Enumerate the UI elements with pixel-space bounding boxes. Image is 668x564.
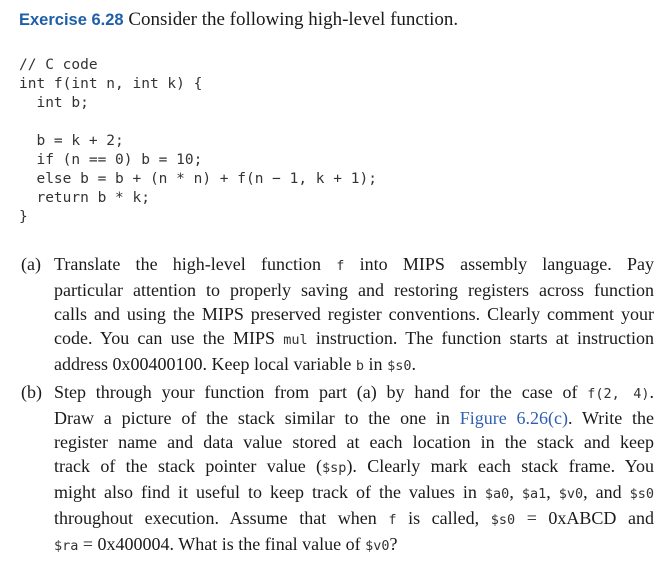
part-a-line: Translate the high-level function f into MIPS assembly language. Pay — [54, 254, 654, 274]
part-b-line: might also find it useful to keep track of the values in $a0, $a1, $v0, and $s0 — [54, 482, 655, 502]
part-a-line: code. You can use the MIPS mul instruction. The function starts at instruction — [54, 328, 654, 348]
part-a-text — [54, 252, 654, 378]
exercise-heading — [19, 8, 458, 32]
part-a-line: calls and using the MIPS preserved register conventions. Clearly comment your — [54, 304, 654, 324]
code-line: int f(int n, int k) { — [19, 76, 203, 92]
code-line — [19, 113, 377, 132]
part-b-line: Step through your function from part (a) by hand for the case of f(2, 4). — [54, 382, 654, 402]
code-line: return b * k; — [19, 190, 150, 206]
c-code-listing — [19, 56, 377, 227]
part-b-line: throughout execution. Assume that when f is called, $s0 = 0xABCD and — [54, 508, 654, 528]
part-a-label: (a) — [21, 254, 41, 274]
part-b-line: register name and data value stored at each location in the stack and keep — [54, 432, 654, 452]
part-a-line: address 0x00400100. Keep local variable b in $s0. — [54, 354, 416, 374]
code-line: else b = b + (n * n) + f(n − 1, k + 1); — [19, 171, 377, 187]
exercise-number: Exercise 6.28 — [19, 11, 124, 29]
part-b-text — [54, 380, 654, 558]
code-line: // C code — [19, 57, 98, 73]
code-line: int b; — [19, 95, 89, 111]
part-b-line: track of the stack pointer value ($sp). Clearly mark each stack frame. You — [54, 456, 654, 476]
part-b-line: $ra = 0x400004. What is the final value of $v0? — [54, 534, 398, 554]
code-line: } — [19, 209, 28, 225]
part-b-line: Draw a picture of the stack similar to the one in Figure 6.26(c). Write the — [54, 408, 655, 428]
code-line: b = k + 2; — [19, 133, 124, 149]
part-b-label: (b) — [21, 382, 42, 402]
exercise-intro: Consider the following high-level function. — [128, 9, 459, 30]
part-a-line: particular attention to properly saving and restoring registers across function — [54, 280, 654, 300]
code-line: if (n == 0) b = 10; — [19, 152, 203, 168]
